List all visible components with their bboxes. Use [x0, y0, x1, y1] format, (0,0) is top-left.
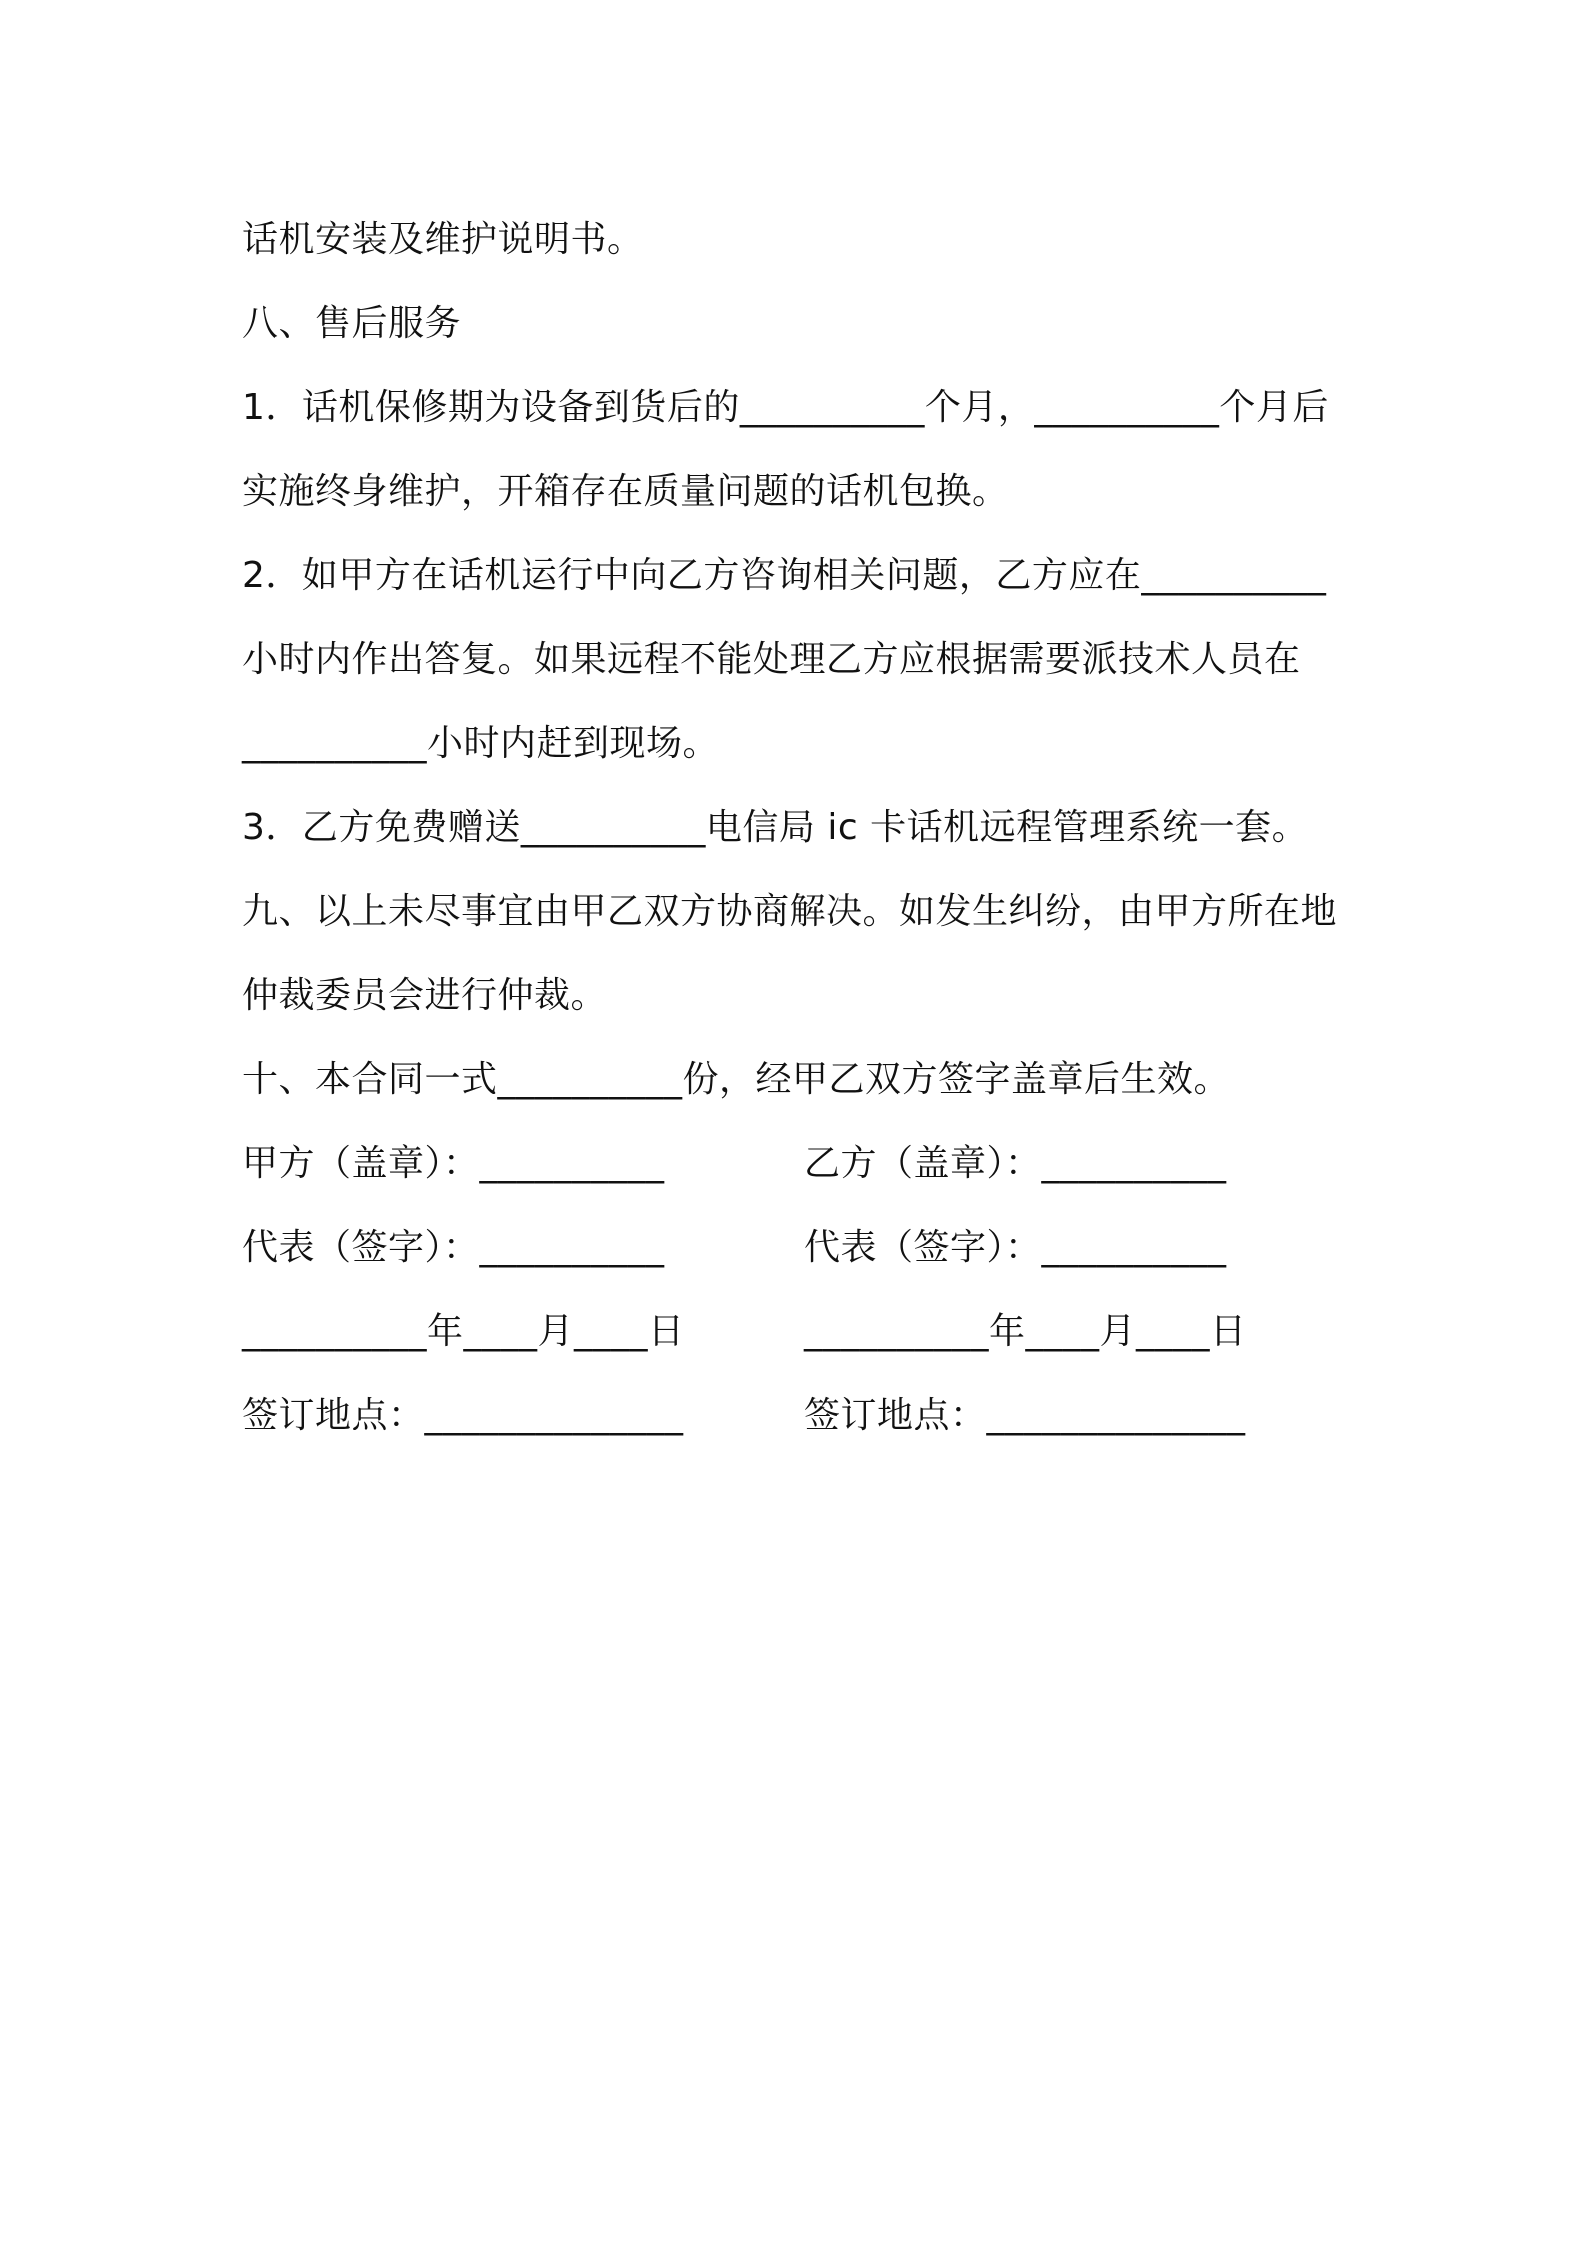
party-b-representative: 代表（签字）：__________	[804, 1227, 1227, 1268]
clause-3: 3．乙方免费赠送__________电信局 ic 卡话机远程管理系统一套。	[242, 807, 1309, 848]
section-nine-line-1: 九、以上未尽事宜由甲乙双方协商解决。如发生纠纷，由甲方所在地	[242, 891, 1338, 932]
party-a-representative: 代表（签字）：__________	[242, 1227, 665, 1268]
clause-2-line-3: __________小时内赶到现场。	[242, 723, 720, 764]
signature-date-row	[242, 1290, 1352, 1374]
section-nine-line-2: 仲裁委员会进行仲裁。	[242, 975, 608, 1016]
signature-representative-row	[242, 1206, 1352, 1290]
party-a-date: __________年____月____日	[242, 1311, 685, 1352]
signature-seal-row	[242, 1122, 1352, 1206]
clause-1-line-2: 实施终身维护，开箱存在质量问题的话机包换。	[242, 471, 1009, 512]
section-heading-after-sales: 八、售后服务	[242, 303, 462, 344]
party-b-place: 签订地点：______________	[804, 1395, 1246, 1436]
clause-1-line-1: 1．话机保修期为设备到货后的__________个月，__________个月后	[242, 387, 1329, 428]
clause-2-line-1: 2．如甲方在话机运行中向乙方咨询相关问题，乙方应在__________	[242, 555, 1327, 596]
section-ten: 十、本合同一式__________份，经甲乙双方签字盖章后生效。	[242, 1059, 1231, 1100]
body-text-line: 话机安装及维护说明书。	[242, 219, 644, 260]
document-body	[242, 198, 1352, 1458]
signature-place-row	[242, 1374, 1352, 1458]
party-a-seal: 甲方（盖章）：__________	[242, 1143, 665, 1184]
clause-2-line-2: 小时内作出答复。如果远程不能处理乙方应根据需要派技术人员在	[242, 639, 1301, 680]
party-b-seal: 乙方（盖章）：__________	[804, 1143, 1227, 1184]
party-b-date: __________年____月____日	[804, 1311, 1247, 1352]
party-a-place: 签订地点：______________	[242, 1395, 684, 1436]
